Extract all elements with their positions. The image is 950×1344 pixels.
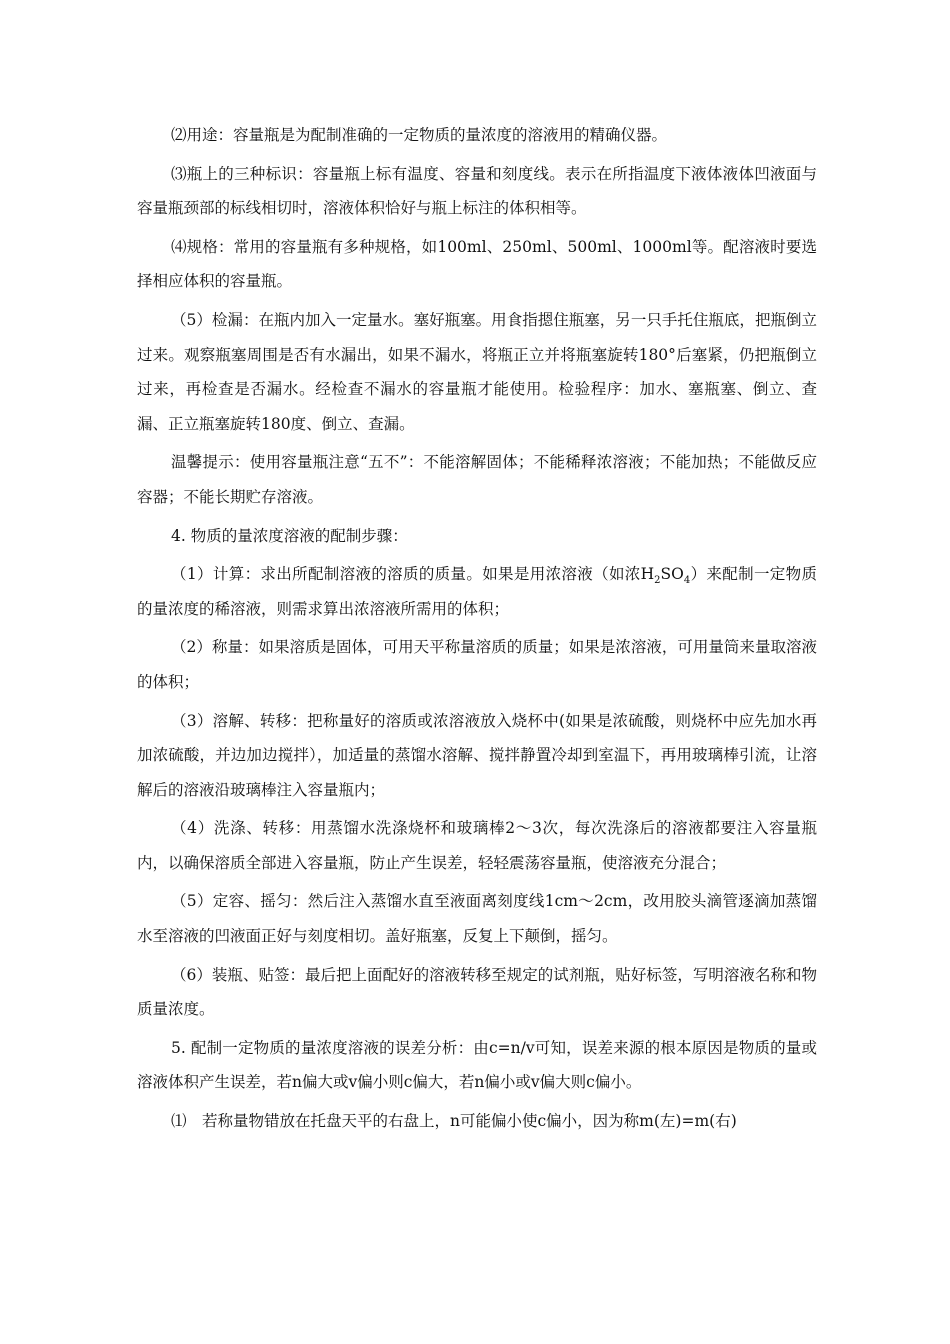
document-body <box>137 118 817 1139</box>
paragraph-section-5-error-analysis: 5. 配制一定物质的量浓度溶液的误差分析：由c=n/v可知，误差来源的根本原因是物质的量或溶液体积产生误差，若n偏大或v偏小则c偏大，若n偏小或v偏大则c偏小。 <box>137 1038 817 1092</box>
paragraph-step-constant-volume: （5）定容、摇匀：然后注入蒸馏水直至液面离刻度线1cm～2cm，改用胶头滴管逐滴加蒸馏水至溶液的凹液面正好与刻度相切。盖好瓶塞，反复上下颠倒，摇匀。 <box>137 892 817 946</box>
paragraph-markings: ⑶瓶上的三种标识：容量瓶上标有温度、容量和刻度线。表示在所指温度下液体液体凹液面与容量瓶颈部的标线相切时，溶液体积恰好与瓶上标注的体积相等。 <box>137 164 817 218</box>
step-calculate-text-mid: SO <box>660 565 684 584</box>
paragraph-error-case-1: ⑴ 若称量物错放在托盘天平的右盘上，n可能偏小使c偏小，因为称m(左)=m(右) <box>171 1112 737 1131</box>
paragraph-tips: 温馨提示：使用容量瓶注意“五不”：不能溶解固体；不能稀释浓溶液；不能加热；不能做反应容器；不能长期贮存溶液。 <box>137 453 817 506</box>
paragraph-step-weigh: （2）称量：如果溶质是固体，可用天平称量溶质的质量；如果是浓溶液，可用量筒来量取溶液的体积； <box>137 638 817 691</box>
paragraph-step-calculate <box>137 557 817 626</box>
paragraph-step-bottle-label: （6）装瓶、贴签：最后把上面配好的溶液转移至规定的试剂瓶，贴好标签，写明溶液名称和物质量浓度。 <box>137 965 817 1019</box>
step-calculate-text-after: ）来配制一定物质的量浓度的稀溶液，则需求算出浓溶液所需用的体积； <box>137 565 817 618</box>
paragraph-specs: ⑷规格：常用的容量瓶有多种规格，如100ml、250ml、500ml、1000ml等。配溶液时要选择相应体积的容量瓶。 <box>137 237 817 291</box>
subscript-2: 2 <box>654 575 661 587</box>
paragraph-step-dissolve: （3）溶解、转移：把称量好的溶质或浓溶液放入烧杯中(如果是浓硫酸，则烧杯中应先加水再加浓硫酸，并边加边搅拌），加适量的蒸馏水溶解、搅拌静置冷却到室温下，再用玻璃棒引流，让溶解后的溶液沿玻璃棒注入容量瓶内； <box>137 711 817 799</box>
subscript-4: 4 <box>683 575 691 587</box>
paragraph-usage: ⑵用途：容量瓶是为配制准确的一定物质的量浓度的溶液用的精确仪器。 <box>171 126 668 144</box>
step-calculate-text-before: （1）计算：求出所配制溶液的溶质的质量。如果是用浓溶液（如浓H <box>171 565 655 584</box>
paragraph-section-4-heading: 4. 物质的量浓度溶液的配制步骤： <box>171 526 408 545</box>
paragraph-leak-test: （5）检漏：在瓶内加入一定量水。塞好瓶塞。用食指摁住瓶塞，另一只手托住瓶底，把瓶倒立过来。观察瓶塞周围是否有水漏出，如果不漏水，将瓶正立并将瓶塞旋转180°后塞紧，仍把瓶倒立过来，再检查是否漏水。经检查不漏水的容量瓶才能使用。检验程序：加水、塞瓶塞、倒立、查漏、正立瓶塞旋转180度、倒立、查漏。 <box>137 310 817 433</box>
paragraph-step-wash: （4）洗涤、转移：用蒸馏水洗涤烧杯和玻璃棒2～3次，每次洗涤后的溶液都要注入容量瓶内，以确保溶质全部进入容量瓶，防止产生误差，轻轻震荡容量瓶，使溶液充分混合； <box>137 819 817 872</box>
